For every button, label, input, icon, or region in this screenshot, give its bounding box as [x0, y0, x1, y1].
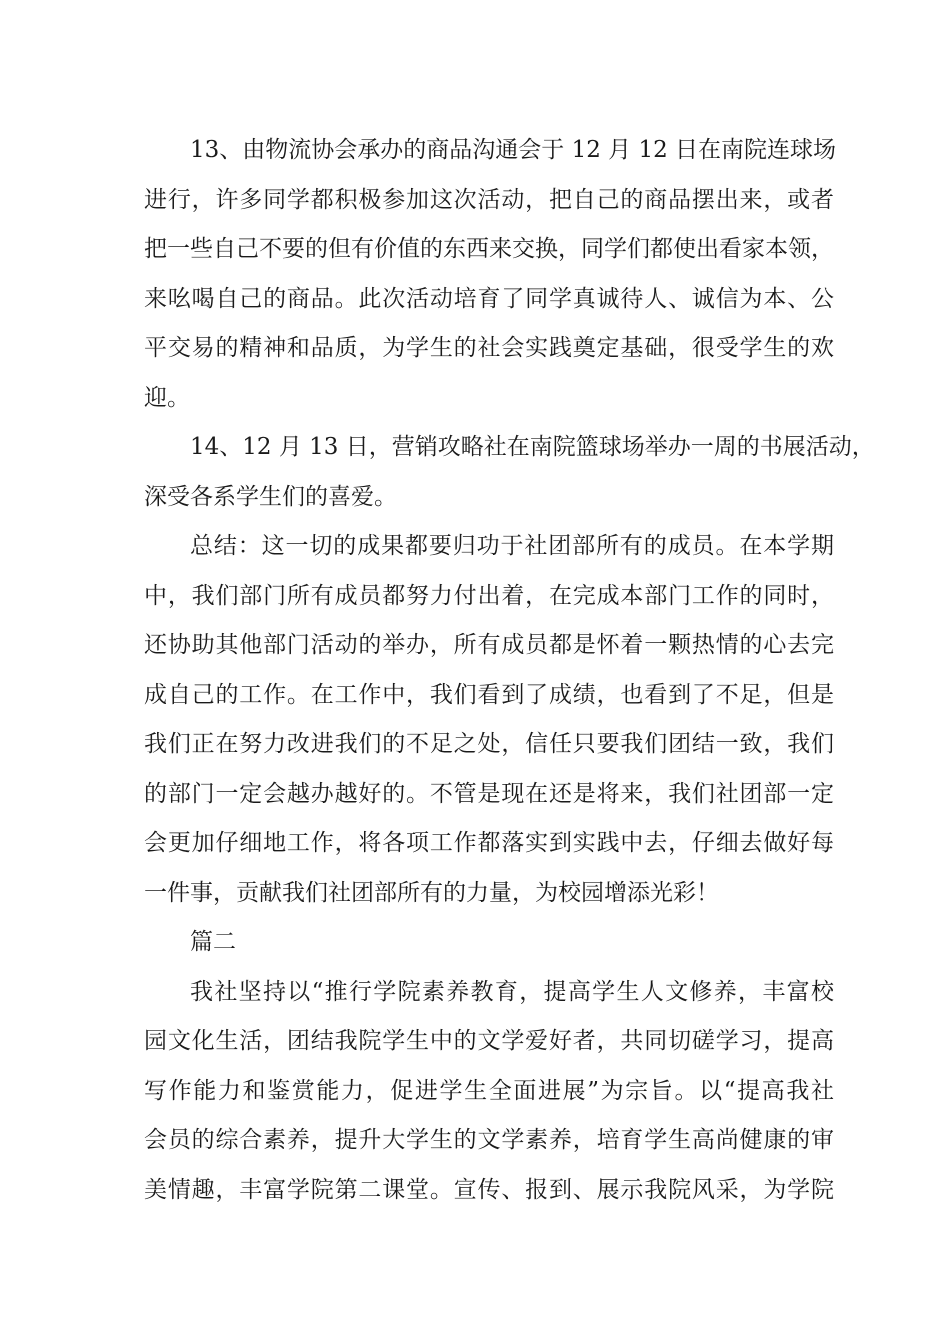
text-line: 迎。: [144, 384, 190, 411]
text-line: 我们正在努力改进我们的不足之处，信任只要我们团结一致，我们: [144, 731, 834, 757]
text-line: 把一些自己不要的但有价值的东西来交换，同学们都使出看家本领，: [144, 236, 834, 262]
paragraph-summary: [144, 522, 834, 918]
text-line: 进行，许多同学都积极参加这次活动，把自己的商品摆出来，或者: [144, 186, 834, 213]
text-line: 来吆喝自己的商品。此次活动培育了同学真诚待人、诚信为本、公: [144, 285, 834, 312]
paragraph-item-14: [144, 423, 875, 522]
text-line: 的部门一定会越办越好的。不管是现在还是将来，我们社团部一定: [144, 780, 834, 807]
text-line: 会更加仔细地工作，将各项工作都落实到实践中去，仔细去做好每: [144, 830, 834, 856]
paragraph-item-13: [144, 126, 837, 423]
section-heading: [144, 918, 834, 968]
text-line: 写作能力和鉴赏能力，促进学生全面进展”为宗旨。以“提高我社: [144, 1077, 834, 1104]
paragraph-part-two-intro: [144, 968, 834, 1216]
text-line: 中，我们部门所有成员都努力付出着，在完成本部门工作的同时，: [144, 582, 834, 609]
text-line: 还协助其他部门活动的举办，所有成员都是怀着一颗热情的心去完: [144, 632, 834, 658]
text-line: 14、12 月 13 日，营销攻略社在南院篮球场举办一周的书展活动，: [190, 434, 875, 460]
text-line: 总结：这一切的成果都要归功于社团部所有的成员。在本学期: [190, 533, 834, 559]
text-line: 会员的综合素养，提升大学生的文学素养，培育学生高尚健康的审: [144, 1127, 834, 1153]
section-heading-text: 篇二: [190, 929, 236, 955]
text-line: 园文化生活，团结我院学生中的文学爱好者，共同切磋学习，提高: [144, 1028, 834, 1054]
text-line: 我社坚持以“推行学院素养教育，提高学生人文修养，丰富校: [190, 978, 834, 1005]
text-line: 13、由物流协会承办的商品沟通会于 12 月 12 日在南院连球场: [190, 137, 837, 163]
text-line: 深受各系学生们的喜爱。: [144, 483, 397, 510]
text-line: 美情趣，丰富学院第二课堂。宣传、报到、展示我院风采，为学院: [144, 1176, 834, 1203]
document-body: [144, 126, 875, 1215]
text-line: 成自己的工作。在工作中，我们看到了成绩，也看到了不足，但是: [144, 681, 834, 708]
text-line: 一件事，贡献我们社团部所有的力量，为校园增添光彩！: [144, 879, 719, 906]
text-line: 平交易的精神和品质，为学生的社会实践奠定基础，很受学生的欢: [144, 335, 834, 361]
